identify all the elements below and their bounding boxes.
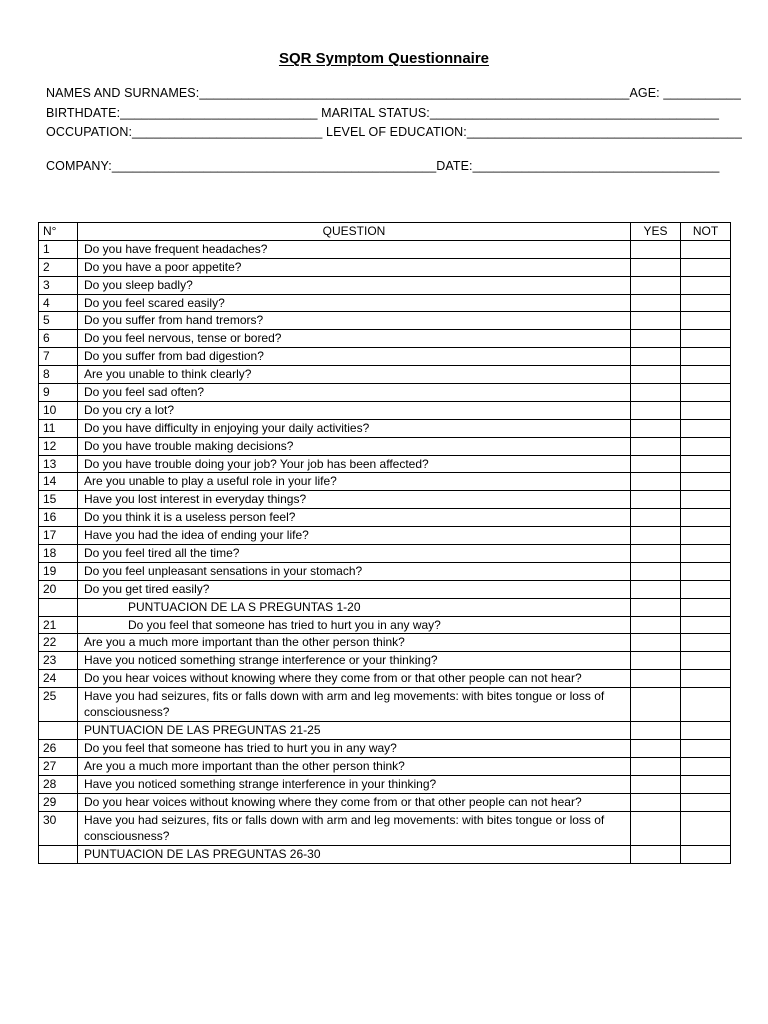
question-text: Have you had the idea of ending your life? bbox=[78, 527, 631, 545]
question-text: Do you feel scared easily? bbox=[78, 294, 631, 312]
table-row bbox=[39, 312, 731, 330]
question-number: 25 bbox=[39, 688, 78, 722]
table-row bbox=[39, 384, 731, 402]
yes-cell[interactable] bbox=[631, 616, 681, 634]
yes-cell[interactable] bbox=[631, 722, 681, 740]
question-text: Do you have trouble doing your job? Your job has been affected? bbox=[78, 455, 631, 473]
not-cell[interactable] bbox=[681, 258, 731, 276]
table-row bbox=[39, 793, 731, 811]
question-text: Have you lost interest in everyday things? bbox=[78, 491, 631, 509]
table-row bbox=[39, 419, 731, 437]
question-text: Do you cry a lot? bbox=[78, 401, 631, 419]
not-cell[interactable] bbox=[681, 775, 731, 793]
not-cell[interactable] bbox=[681, 722, 731, 740]
yes-cell[interactable] bbox=[631, 312, 681, 330]
table-row bbox=[39, 545, 731, 563]
table-row bbox=[39, 616, 731, 634]
not-cell[interactable] bbox=[681, 845, 731, 863]
yes-cell[interactable] bbox=[631, 401, 681, 419]
question-number: 11 bbox=[39, 419, 78, 437]
table-row bbox=[39, 258, 731, 276]
yes-cell[interactable] bbox=[631, 527, 681, 545]
table-row bbox=[39, 509, 731, 527]
table-row bbox=[39, 437, 731, 455]
question-number: 15 bbox=[39, 491, 78, 509]
question-text: Do you have difficulty in enjoying your daily activities? bbox=[78, 419, 631, 437]
not-cell[interactable] bbox=[681, 437, 731, 455]
yes-cell[interactable] bbox=[631, 793, 681, 811]
header-question: QUESTION bbox=[78, 223, 631, 241]
question-number: 2 bbox=[39, 258, 78, 276]
question-text: Do you feel that someone has tried to hurt you in any way? bbox=[78, 740, 631, 758]
yes-cell[interactable] bbox=[631, 437, 681, 455]
question-text: Do you feel sad often? bbox=[78, 384, 631, 402]
yes-cell[interactable] bbox=[631, 598, 681, 616]
not-cell[interactable] bbox=[681, 634, 731, 652]
not-cell[interactable] bbox=[681, 491, 731, 509]
not-cell[interactable] bbox=[681, 580, 731, 598]
table-header-row bbox=[39, 223, 731, 241]
yes-cell[interactable] bbox=[631, 740, 681, 758]
occupation-education-line[interactable]: OCCUPATION:___________________________ LEVEL OF EDUCATION:_______________________________________ bbox=[46, 125, 742, 139]
not-cell[interactable] bbox=[681, 562, 731, 580]
company-date-line[interactable]: COMPANY:______________________________________________DATE:___________________________________ bbox=[46, 159, 720, 173]
not-cell[interactable] bbox=[681, 811, 731, 845]
table-row bbox=[39, 634, 731, 652]
yes-cell[interactable] bbox=[631, 491, 681, 509]
yes-cell[interactable] bbox=[631, 757, 681, 775]
table-row bbox=[39, 740, 731, 758]
question-text: Do you get tired easily? bbox=[78, 580, 631, 598]
header-num: N° bbox=[39, 223, 78, 241]
table-row bbox=[39, 330, 731, 348]
yes-cell[interactable] bbox=[631, 545, 681, 563]
birthdate-marital-line[interactable]: BIRTHDATE:____________________________ MARITAL STATUS:_________________________________________ bbox=[46, 106, 719, 120]
yes-cell[interactable] bbox=[631, 330, 681, 348]
question-number: 29 bbox=[39, 793, 78, 811]
question-number: 5 bbox=[39, 312, 78, 330]
question-number: 12 bbox=[39, 437, 78, 455]
yes-cell[interactable] bbox=[631, 845, 681, 863]
yes-cell[interactable] bbox=[631, 348, 681, 366]
question-number bbox=[39, 845, 78, 863]
question-number bbox=[39, 722, 78, 740]
question-number: 3 bbox=[39, 276, 78, 294]
table-row bbox=[39, 294, 731, 312]
yes-cell[interactable] bbox=[631, 258, 681, 276]
not-cell[interactable] bbox=[681, 276, 731, 294]
table-row bbox=[39, 757, 731, 775]
question-text: Do you suffer from bad digestion? bbox=[78, 348, 631, 366]
yes-cell[interactable] bbox=[631, 419, 681, 437]
question-number: 16 bbox=[39, 509, 78, 527]
not-cell[interactable] bbox=[681, 473, 731, 491]
not-cell[interactable] bbox=[681, 348, 731, 366]
question-text: PUNTUACION DE LAS PREGUNTAS 26-30 bbox=[78, 845, 631, 863]
table-row bbox=[39, 276, 731, 294]
question-number: 28 bbox=[39, 775, 78, 793]
not-cell[interactable] bbox=[681, 294, 731, 312]
question-text: Do you feel that someone has tried to hurt you in any way? bbox=[78, 616, 631, 634]
question-text: Have you had seizures, fits or falls down with arm and leg movements: with bites tongue or loss of consciousness? bbox=[78, 688, 631, 722]
not-cell[interactable] bbox=[681, 793, 731, 811]
yes-cell[interactable] bbox=[631, 366, 681, 384]
yes-cell[interactable] bbox=[631, 240, 681, 258]
yes-cell[interactable] bbox=[631, 580, 681, 598]
question-number: 13 bbox=[39, 455, 78, 473]
table-row bbox=[39, 401, 731, 419]
question-number: 27 bbox=[39, 757, 78, 775]
question-number: 7 bbox=[39, 348, 78, 366]
question-number bbox=[39, 598, 78, 616]
question-number: 24 bbox=[39, 670, 78, 688]
question-text: PUNTUACION DE LAS PREGUNTAS 21-25 bbox=[78, 722, 631, 740]
question-text: Do you sleep badly? bbox=[78, 276, 631, 294]
not-cell[interactable] bbox=[681, 740, 731, 758]
yes-cell[interactable] bbox=[631, 670, 681, 688]
not-cell[interactable] bbox=[681, 330, 731, 348]
not-cell[interactable] bbox=[681, 545, 731, 563]
names-age-line[interactable]: NAMES AND SURNAMES:_____________________________________________________________AGE: ___________ bbox=[46, 86, 741, 100]
table-row bbox=[39, 562, 731, 580]
question-text: Are you a much more important than the other person think? bbox=[78, 757, 631, 775]
not-cell[interactable] bbox=[681, 652, 731, 670]
question-number: 1 bbox=[39, 240, 78, 258]
header-yes: YES bbox=[631, 223, 681, 241]
not-cell[interactable] bbox=[681, 670, 731, 688]
table-row bbox=[39, 688, 731, 722]
not-cell[interactable] bbox=[681, 688, 731, 722]
question-text: Are you unable to play a useful role in your life? bbox=[78, 473, 631, 491]
question-text: Have you noticed something strange interference in your thinking? bbox=[78, 775, 631, 793]
question-number: 20 bbox=[39, 580, 78, 598]
question-number: 9 bbox=[39, 384, 78, 402]
question-text: Are you unable to think clearly? bbox=[78, 366, 631, 384]
yes-cell[interactable] bbox=[631, 652, 681, 670]
table-row bbox=[39, 580, 731, 598]
yes-cell[interactable] bbox=[631, 775, 681, 793]
question-number: 22 bbox=[39, 634, 78, 652]
table-row bbox=[39, 652, 731, 670]
question-text: Do you feel tired all the time? bbox=[78, 545, 631, 563]
yes-cell[interactable] bbox=[631, 811, 681, 845]
yes-cell[interactable] bbox=[631, 384, 681, 402]
question-number: 23 bbox=[39, 652, 78, 670]
question-number: 19 bbox=[39, 562, 78, 580]
question-text: Do you suffer from hand tremors? bbox=[78, 312, 631, 330]
yes-cell[interactable] bbox=[631, 688, 681, 722]
question-text: Do you feel nervous, tense or bored? bbox=[78, 330, 631, 348]
table-row bbox=[39, 491, 731, 509]
table-row bbox=[39, 455, 731, 473]
question-text: Do you hear voices without knowing where they come from or that other people can not hear? bbox=[78, 793, 631, 811]
symptom-table bbox=[38, 222, 731, 864]
yes-cell[interactable] bbox=[631, 634, 681, 652]
not-cell[interactable] bbox=[681, 757, 731, 775]
not-cell[interactable] bbox=[681, 455, 731, 473]
question-number: 26 bbox=[39, 740, 78, 758]
question-text: Do you have a poor appetite? bbox=[78, 258, 631, 276]
question-text: Have you had seizures, fits or falls down with arm and leg movements: with bites tongue or loss of consciousness? bbox=[78, 811, 631, 845]
table-row bbox=[39, 722, 731, 740]
not-cell[interactable] bbox=[681, 384, 731, 402]
table-row bbox=[39, 845, 731, 863]
page-title: SQR Symptom Questionnaire bbox=[278, 50, 490, 67]
question-text: Do you think it is a useless person feel? bbox=[78, 509, 631, 527]
not-cell[interactable] bbox=[681, 240, 731, 258]
table-row bbox=[39, 811, 731, 845]
table-row bbox=[39, 348, 731, 366]
question-text: Do you have trouble making decisions? bbox=[78, 437, 631, 455]
question-text: Are you a much more important than the other person think? bbox=[78, 634, 631, 652]
question-number: 6 bbox=[39, 330, 78, 348]
question-text: Do you feel unpleasant sensations in your stomach? bbox=[78, 562, 631, 580]
question-number: 18 bbox=[39, 545, 78, 563]
table-row bbox=[39, 527, 731, 545]
header-not: NOT bbox=[681, 223, 731, 241]
question-number: 14 bbox=[39, 473, 78, 491]
not-cell[interactable] bbox=[681, 527, 731, 545]
not-cell[interactable] bbox=[681, 509, 731, 527]
yes-cell[interactable] bbox=[631, 562, 681, 580]
question-number: 17 bbox=[39, 527, 78, 545]
yes-cell[interactable] bbox=[631, 473, 681, 491]
question-text: Have you noticed something strange interference or your thinking? bbox=[78, 652, 631, 670]
yes-cell[interactable] bbox=[631, 294, 681, 312]
table-row bbox=[39, 473, 731, 491]
not-cell[interactable] bbox=[681, 312, 731, 330]
question-number: 4 bbox=[39, 294, 78, 312]
question-text: PUNTUACION DE LA S PREGUNTAS 1-20 bbox=[78, 598, 631, 616]
question-text: Do you have frequent headaches? bbox=[78, 240, 631, 258]
table-row bbox=[39, 670, 731, 688]
question-text: Do you hear voices without knowing where they come from or that other people can not hear? bbox=[78, 670, 631, 688]
not-cell[interactable] bbox=[681, 366, 731, 384]
question-number: 8 bbox=[39, 366, 78, 384]
table-row bbox=[39, 598, 731, 616]
not-cell[interactable] bbox=[681, 419, 731, 437]
yes-cell[interactable] bbox=[631, 276, 681, 294]
not-cell[interactable] bbox=[681, 616, 731, 634]
table-row bbox=[39, 240, 731, 258]
question-number: 10 bbox=[39, 401, 78, 419]
not-cell[interactable] bbox=[681, 598, 731, 616]
table-row bbox=[39, 366, 731, 384]
question-number: 21 bbox=[39, 616, 78, 634]
question-number: 30 bbox=[39, 811, 78, 845]
yes-cell[interactable] bbox=[631, 455, 681, 473]
yes-cell[interactable] bbox=[631, 509, 681, 527]
not-cell[interactable] bbox=[681, 401, 731, 419]
table-row bbox=[39, 775, 731, 793]
